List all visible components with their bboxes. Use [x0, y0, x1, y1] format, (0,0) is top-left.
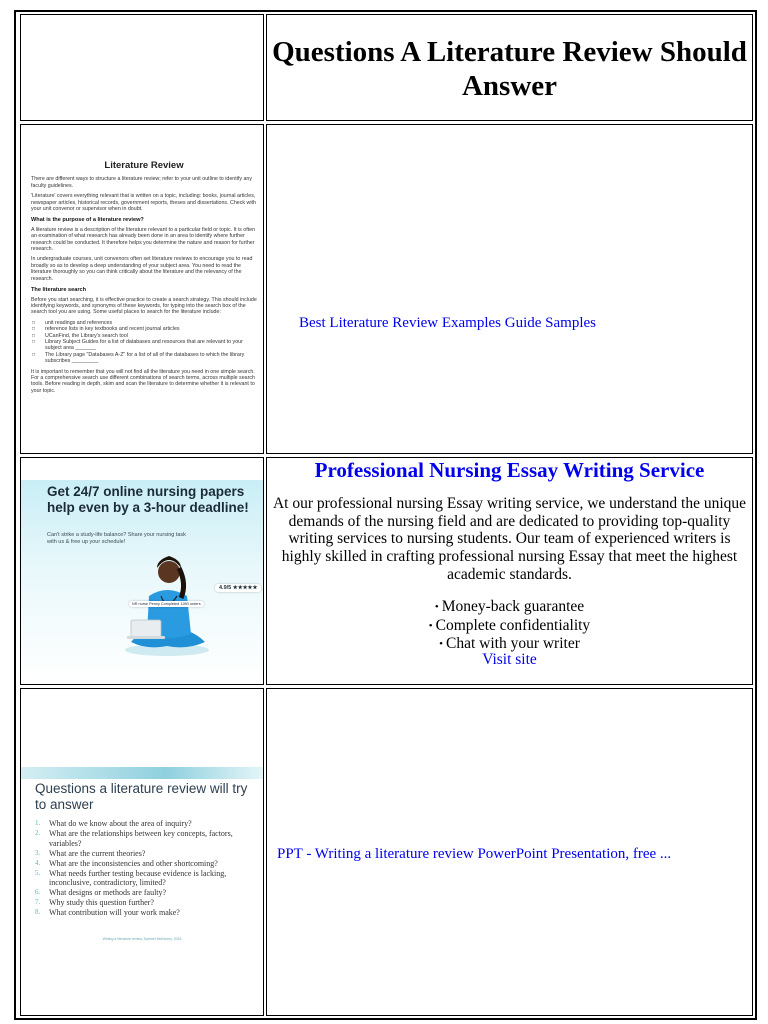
thumbnail-doc-search-list: [31, 320, 257, 365]
thumbnail-doc-search-p2: It is important to remember that you will not find all the literature you need in one simple search. For a comprehensive search use different combinations of search terms, across multiple search tools. Before reading in depth, skim and scan the literature to determine whether it is relevant to your topic.: [31, 368, 255, 394]
results-table: [14, 10, 757, 1020]
nursing-service-cell: [266, 457, 753, 685]
ad-subtext: Can't strike a study-life balance? Share your nursing task with us & free up your schedule!: [47, 532, 186, 545]
literature-review-thumbnail[interactable]: [31, 133, 257, 447]
list-item: 1. What do we know about the area of inquiry?: [35, 819, 192, 828]
slide-question-list: [35, 819, 261, 918]
slide-footer: Writing a literature review, Samuel McKinney, 2016: [102, 937, 182, 941]
ad-writer-badge: NR nurse Penny Completed 1280 orders: [129, 601, 204, 607]
ppt-literature-review-link[interactable]: PPT - Writing a literature review PowerPoint Presentation, free ...: [277, 846, 672, 862]
list-item: 2. What are the relationships between key concepts, factors, variables?: [35, 828, 233, 848]
feature-item: • Money-back guarantee: [267, 598, 752, 617]
list-item: □ UCanFind, the Library's search tool: [31, 333, 257, 339]
thumbnail-doc-literature-def: 'Literature' covers everything relevant that is written on a topic, including: books, journal articles, newspaper articles, historical records, government reports, theses and dissertations. Check with your unit convenor or supervisor when in doubt.: [31, 193, 256, 213]
ppt-thumbnail-cell[interactable]: [20, 688, 264, 1016]
ppt-slide-thumbnail[interactable]: [21, 767, 263, 949]
slide-header-band: [21, 767, 263, 779]
thumbnail-doc-purpose-p1: A literature review is a description of the literature relevant to a particular field or topic. It is often an examination of what research has already been done in an area to identify where further research could be conducted. It therefore helps you determine the nature and reason for further research.: [31, 226, 256, 253]
nursing-service-description: At our professional nursing Essay writing service, we understand the unique demands of the nursing field and are dedicated to providing top-quality writing services to nursing students. Our team of experienced writers is highly skilled in crafting professional nursing Essay that meet the highest academic standards.: [272, 495, 747, 583]
nursing-ad-cell[interactable]: [20, 457, 264, 685]
nursing-service-features: [267, 598, 752, 654]
list-item: 4. What are the inconsistencies and other shortcoming?: [35, 858, 218, 868]
list-item: 7. Why study this question further?: [35, 898, 154, 908]
thumbnail-doc-title: Literature Review: [104, 160, 184, 171]
list-item: □ reference lists in key textbooks and recent journal articles: [31, 326, 257, 332]
ad-headline: Get 24/7 online nursing papers help even by a 3-hour deadline!: [47, 484, 249, 515]
list-item: 5. What needs further testing because evidence is lacking, inconclusive, contradictory, limited?: [35, 868, 227, 888]
list-item: 8. What contribution will your work make?: [35, 908, 180, 918]
list-item: 6. What designs or methods are faulty?: [35, 888, 167, 898]
literature-review-thumbnail-cell[interactable]: [20, 124, 264, 454]
thumbnail-doc-purpose-p2: In undergraduate courses, unit convenors often set literature reviews to encourage you to read broadly so as to develop a deep understanding of your subject area. You need to read the literature thoroughly so you can think critically about the literature and the relevancy of the research.: [31, 256, 253, 282]
thumbnail-doc-heading-purpose: What is the purpose of a literature review?: [31, 217, 144, 224]
nursing-service-title-link[interactable]: Professional Nursing Essay Writing Service: [314, 458, 705, 482]
page-title: Questions A Literature Review Should Answer: [272, 36, 747, 102]
list-item: □ The Library page "Databases A-Z" for a list of all of the databases to which the library subscribes _________: [31, 352, 257, 365]
thumbnail-doc-search-p1: Before you start searching, it is effective practice to create a search strategy. This should include identifying keywords, and synonyms of these keywords, for typing into the search box of the search tool you are using. Some useful places to search for the literature include:: [31, 296, 257, 316]
best-literature-review-link[interactable]: Best Literature Review Examples Guide Samples: [299, 315, 597, 331]
nurse-illustration: [117, 538, 217, 658]
header-cell: [266, 14, 753, 121]
ad-rating-badge: 4.9/5 ★★★★★: [215, 584, 261, 592]
ppt-link-cell: [266, 688, 753, 1016]
feature-item: • Chat with your writer: [267, 635, 752, 654]
thumbnail-doc-heading-search: The literature search: [31, 287, 87, 294]
thumbnail-doc-intro: There are different ways to structure a literature review; refer to your unit outline to identify any faculty guidelines.: [31, 176, 253, 189]
list-item: □ unit readings and references: [31, 320, 257, 326]
header-empty-cell: [20, 14, 264, 121]
visit-site-link[interactable]: Visit site: [482, 651, 537, 668]
list-item: □ Library Subject Guides for a list of databases and resources that are relevant to your subject area _______: [31, 339, 257, 352]
list-item: 3. What are the current theories?: [35, 848, 146, 858]
literature-review-link-cell: [266, 124, 753, 454]
feature-item: • Complete confidentiality: [267, 617, 752, 636]
nursing-ad-image[interactable]: [21, 480, 263, 680]
slide-title: Questions a literature review will try to answer: [35, 781, 248, 812]
